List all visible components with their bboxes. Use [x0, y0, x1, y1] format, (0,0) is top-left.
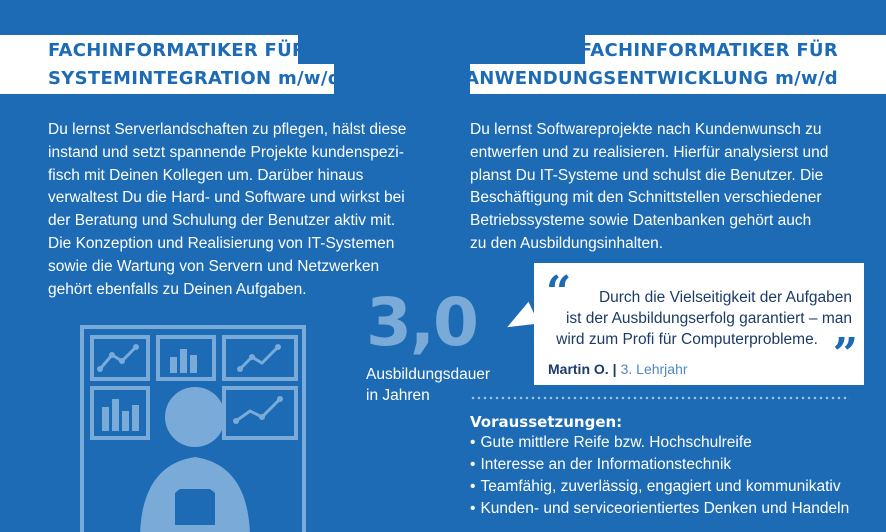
right-description-line: zu den Ausbildungsinhalten.	[470, 234, 664, 252]
left-description-line: verwaltest Du die Hard- und Software und wirkst bei	[48, 189, 405, 207]
left-heading-line2-box	[0, 64, 341, 94]
open-quote-icon: “	[546, 267, 572, 318]
left-description-line: fisch mit Deinen Kollegen um. Darüber hinaus	[48, 166, 364, 184]
right-heading-line2-box	[465, 64, 886, 94]
quote-bubble	[534, 263, 864, 385]
duration-label-line2: in Jahren	[366, 387, 430, 404]
left-heading-line1: FACHINFORMATIKER FÜR	[48, 40, 307, 61]
requirement-item: • Interesse an der Informationstechnik	[470, 454, 849, 476]
right-description-line: Du lernst Softwareprojekte nach Kundenwunsch zu	[470, 121, 822, 138]
right-description-line: entwerfen und zu realisieren. Hierfür analysierst und	[470, 143, 829, 161]
requirements-title: Voraussetzungen:	[470, 413, 623, 431]
left-description-line: der Beratung und Schulung der Benutzer aktiv mit.	[48, 212, 396, 230]
quote-text	[546, 287, 852, 350]
requirement-item: • Gute mittlere Reife bzw. Hochschulreife	[470, 432, 849, 454]
requirement-item: • Kunden- und serviceorientiertes Denken und Handeln	[470, 498, 849, 520]
right-heading-line1: FACHINFORMATIKER FÜR	[579, 40, 838, 61]
dotted-divider	[470, 396, 850, 400]
left-description	[48, 119, 428, 301]
right-description-line: Betriebssysteme sowie Datenbanken gehört auch	[470, 212, 812, 230]
left-description-line: gehört ebenfalls zu Deinen Aufgaben.	[48, 280, 307, 298]
requirements-list	[470, 432, 849, 520]
quote-author-year: 3. Lehrjahr	[620, 361, 688, 377]
right-description-line: planst Du IT-Systeme und schulst die Benutzer. Die	[470, 166, 824, 184]
duration-value: 3,0	[366, 284, 477, 361]
left-heading-line2: SYSTEMINTEGRATION m/w/d	[48, 68, 341, 89]
left-description-line: Die Konzeption und Realisierung von IT-Systemen	[48, 234, 395, 252]
right-heading-line2: ANWENDUNGSENTWICKLUNG m/w/d	[465, 68, 838, 89]
left-description-line: instand und setzt spannende Projekte kundenspezi-	[48, 143, 404, 161]
close-quote-icon: ”	[832, 329, 858, 380]
quote-line: ist der Ausbildungserfolg garantiert – man	[565, 310, 852, 327]
duration-label-line1: Ausbildungsdauer	[366, 366, 491, 383]
right-heading-line1-box	[579, 35, 886, 67]
quote-line: wird zum Profi für Computerprobleme.	[556, 331, 818, 348]
left-description-line: Du lernst Serverlandschaften zu pflegen, hälst diese	[48, 121, 407, 138]
requirement-item: • Teamfähig, zuverlässig, engagiert und kommunikativ	[470, 476, 849, 498]
quote-author-name: Martin O.	[548, 361, 609, 377]
left-heading-line1-box	[0, 35, 307, 67]
left-description-line: sowie die Wartung von Servern und Netzwerken	[48, 257, 380, 275]
quote-author	[548, 359, 688, 379]
right-description	[470, 119, 860, 256]
right-description-line: Beschäftigung mit den Schnittstellen verschiedener	[470, 189, 822, 207]
quote-author-separator: |	[612, 361, 617, 377]
person-at-monitor-wall-icon	[80, 325, 310, 532]
quote-line: Durch die Vielseitigkeit der Aufgaben	[598, 289, 852, 306]
